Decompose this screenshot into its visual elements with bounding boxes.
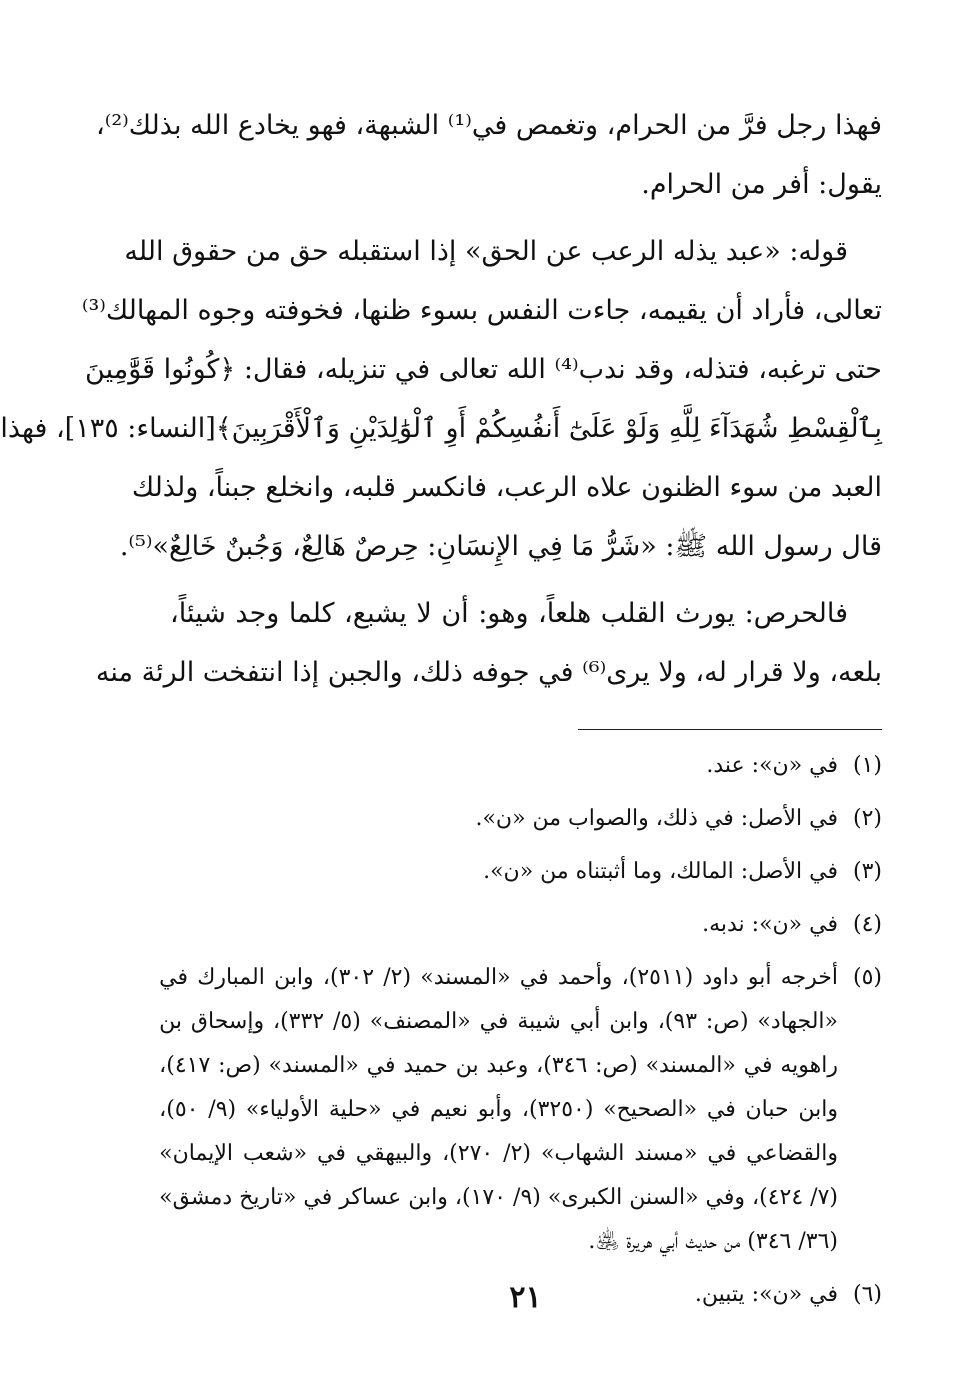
body-line: فالحرص: يورث القلب هلعاً، وهو: أن لا يشبع، كلما وجد شيئاً، (170, 598, 848, 629)
footnote-text: في «ن»: يتبين. (694, 1282, 838, 1307)
main-text (0, 96, 882, 702)
body-line: فهذا رجل فرَّ من الحرام، وتغمص في⁽¹⁾ الشبهة، فهو يخادع الله بذلك⁽²⁾، (95, 110, 882, 141)
footnote (170, 850, 882, 894)
footnote (170, 744, 882, 788)
footnote-text: في «ن»: ندبه. (702, 912, 838, 937)
body-line: حتى ترغبه، فتذله، وقد ندب⁽⁴⁾ الله تعالى في تنزيله، فقال: ﴿كُونُوا قَوَّٰمِينَ (85, 354, 882, 385)
footnote-text: والقضاعي في «مسند الشهاب» (٢/ ٢٧٠)، والبيهقي في «شعب الإيمان» (159, 1141, 838, 1166)
footnote-text: (٣٦/ ٣٤٦) من حديث أبي هريرة ﵁. (588, 1229, 838, 1254)
body-line: قوله: «عبد يذله الرعب عن الحق» إذا استقبله حق من حقوق الله (124, 236, 848, 267)
footnote (170, 903, 882, 947)
body-line: يقول: أفر من الحرام. (641, 169, 882, 200)
hadith-line: قال رسول الله ﷺ: «شَرُّ مَا فِي الإِنسَانِ: حِرصٌ هَالِعٌ، وَجُبنٌ خَالِعٌ»⁽⁵⁾. (119, 531, 882, 562)
footnote (170, 797, 882, 841)
footnote-separator (578, 729, 882, 730)
footnote (159, 956, 882, 1264)
footnotes (159, 744, 882, 1317)
footnote-text: في «ن»: عند. (706, 753, 838, 778)
footnote-number: (٢) (852, 806, 882, 831)
footnote-text: في الأصل: المالك، وما أثبتناه من «ن». (483, 859, 838, 884)
footnote-number: (٦) (852, 1282, 882, 1307)
page (0, 96, 882, 1317)
page-number: ٢١ (509, 1280, 542, 1315)
body-line: تعالى، فأراد أن يقيمه، جاءت النفس بسوء ظنها، فخوفته وجوه المهالك⁽³⁾ (81, 295, 882, 326)
footnote-number: (٥) (852, 965, 882, 990)
footnote-text: «الجهاد» (ص: ٩٣)، وابن أبي شيبة في «المصنف» (٥/ ٣٣٢)، وإسحاق بن (159, 1009, 838, 1034)
footnote-number: (٤) (852, 912, 882, 937)
quran-verse-line: بِٱلْقِسْطِ شُهَدَآءَ لِلَّهِ وَلَوْ عَلَىٰٓ أَنفُسِكُمْ أَوِ ٱلْوَٰلِدَيْنِ وَٱلْأَقْرَبِينَ﴾[النساء: ١٣٥]، فهذا (0, 413, 882, 444)
body-line: بلعه، ولا قرار له، ولا يرى⁽⁶⁾ في جوفه ذلك، والجبن إذا انتفخت الرئة منه (95, 657, 882, 688)
footnote-number: (٣) (852, 859, 882, 884)
footnote-text: أخرجه أبو داود (٢٥١١)، وأحمد في «المسند» (٢/ ٣٠٢)، وابن المبارك في (159, 965, 838, 990)
body-line: العبد من سوء الظنون علاه الرعب، فانكسر قلبه، وانخلع جبناً، ولذلك (131, 472, 882, 503)
footnote-text: في الأصل: في ذلك، والصواب من «ن». (475, 806, 838, 831)
footnote-text: وابن حبان في «الصحيح» (٣٢٥٠)، وأبو نعيم في «حلية الأولياء» (٩/ ٥٠)، (159, 1097, 839, 1122)
footnote-text: (٧/ ٤٢٤)، وفي «السنن الكبرى» (٩/ ١٧٠)، وابن عساكر في «تاريخ دمشق» (159, 1185, 838, 1210)
footnote-text: راهويه في «المسند» (ص: ٣٤٦)، وعبد بن حميد في «المسند» (ص: ٤١٧)، (159, 1053, 838, 1078)
footnote-number: (١) (852, 753, 882, 778)
